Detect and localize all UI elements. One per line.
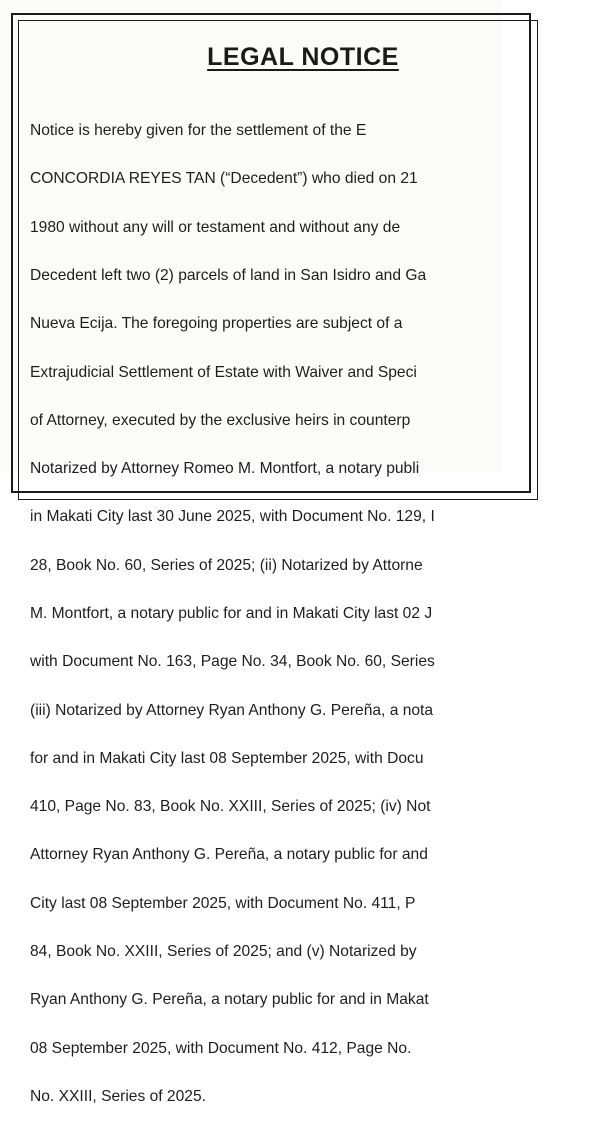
notice-line: for and in Makati City last 08 September 2025, with Docu <box>30 749 424 767</box>
notice-line: (iii) Notarized by Attorney Ryan Anthony G. Pereña, a nota <box>30 701 434 719</box>
notice-title: LEGAL NOTICE <box>207 43 399 71</box>
notice-line: Attorney Ryan Anthony G. Pereña, a notary public for and <box>30 846 428 864</box>
notice-line: Extrajudicial Settlement of Estate with Waiver and Speci <box>30 363 417 381</box>
notice-line: Nueva Ecija. The foregoing properties are subject of a <box>30 315 403 333</box>
notice-line: Decedent left two (2) parcels of land in San Isidro and Ga <box>30 267 427 285</box>
notice-line: Notice is hereby given for the settlement of the E <box>30 122 367 140</box>
notice-line: City last 08 September 2025, with Document No. 411, P <box>30 894 416 912</box>
notice-line: Notarized by Attorney Romeo M. Montfort, a notary publi <box>30 460 420 478</box>
notice-line: Ryan Anthony G. Pereña, a notary public for and in Makat <box>30 991 429 1009</box>
notice-line: of Attorney, executed by the exclusive heirs in counterp <box>30 411 411 429</box>
notice-body <box>30 91 570 1137</box>
notice-line: in Makati City last 30 June 2025, with Document No. 129, I <box>30 508 435 526</box>
notice-line: 84, Book No. XXIII, Series of 2025; and (v) Notarized by <box>30 942 417 960</box>
notice-line: 1980 without any will or testament and without any de <box>30 218 401 236</box>
notice-line: M. Montfort, a notary public for and in Makati City last 02 J <box>30 605 433 622</box>
notice-line: 08 September 2025, with Document No. 412, Page No. <box>30 1039 412 1057</box>
notice-line: 28, Book No. 60, Series of 2025; (ii) Notarized by Attorne <box>30 556 423 574</box>
notice-line: with Document No. 163, Page No. 34, Book No. 60, Series <box>30 653 435 671</box>
notice-line: CONCORDIA REYES TAN (“Decedent”) who died on 21 <box>30 170 418 188</box>
notice-line: No. XXIII, Series of 2025. <box>30 1087 206 1105</box>
notice-line: 410, Page No. 83, Book No. XXIII, Series of 2025; (iv) Not <box>30 798 431 816</box>
